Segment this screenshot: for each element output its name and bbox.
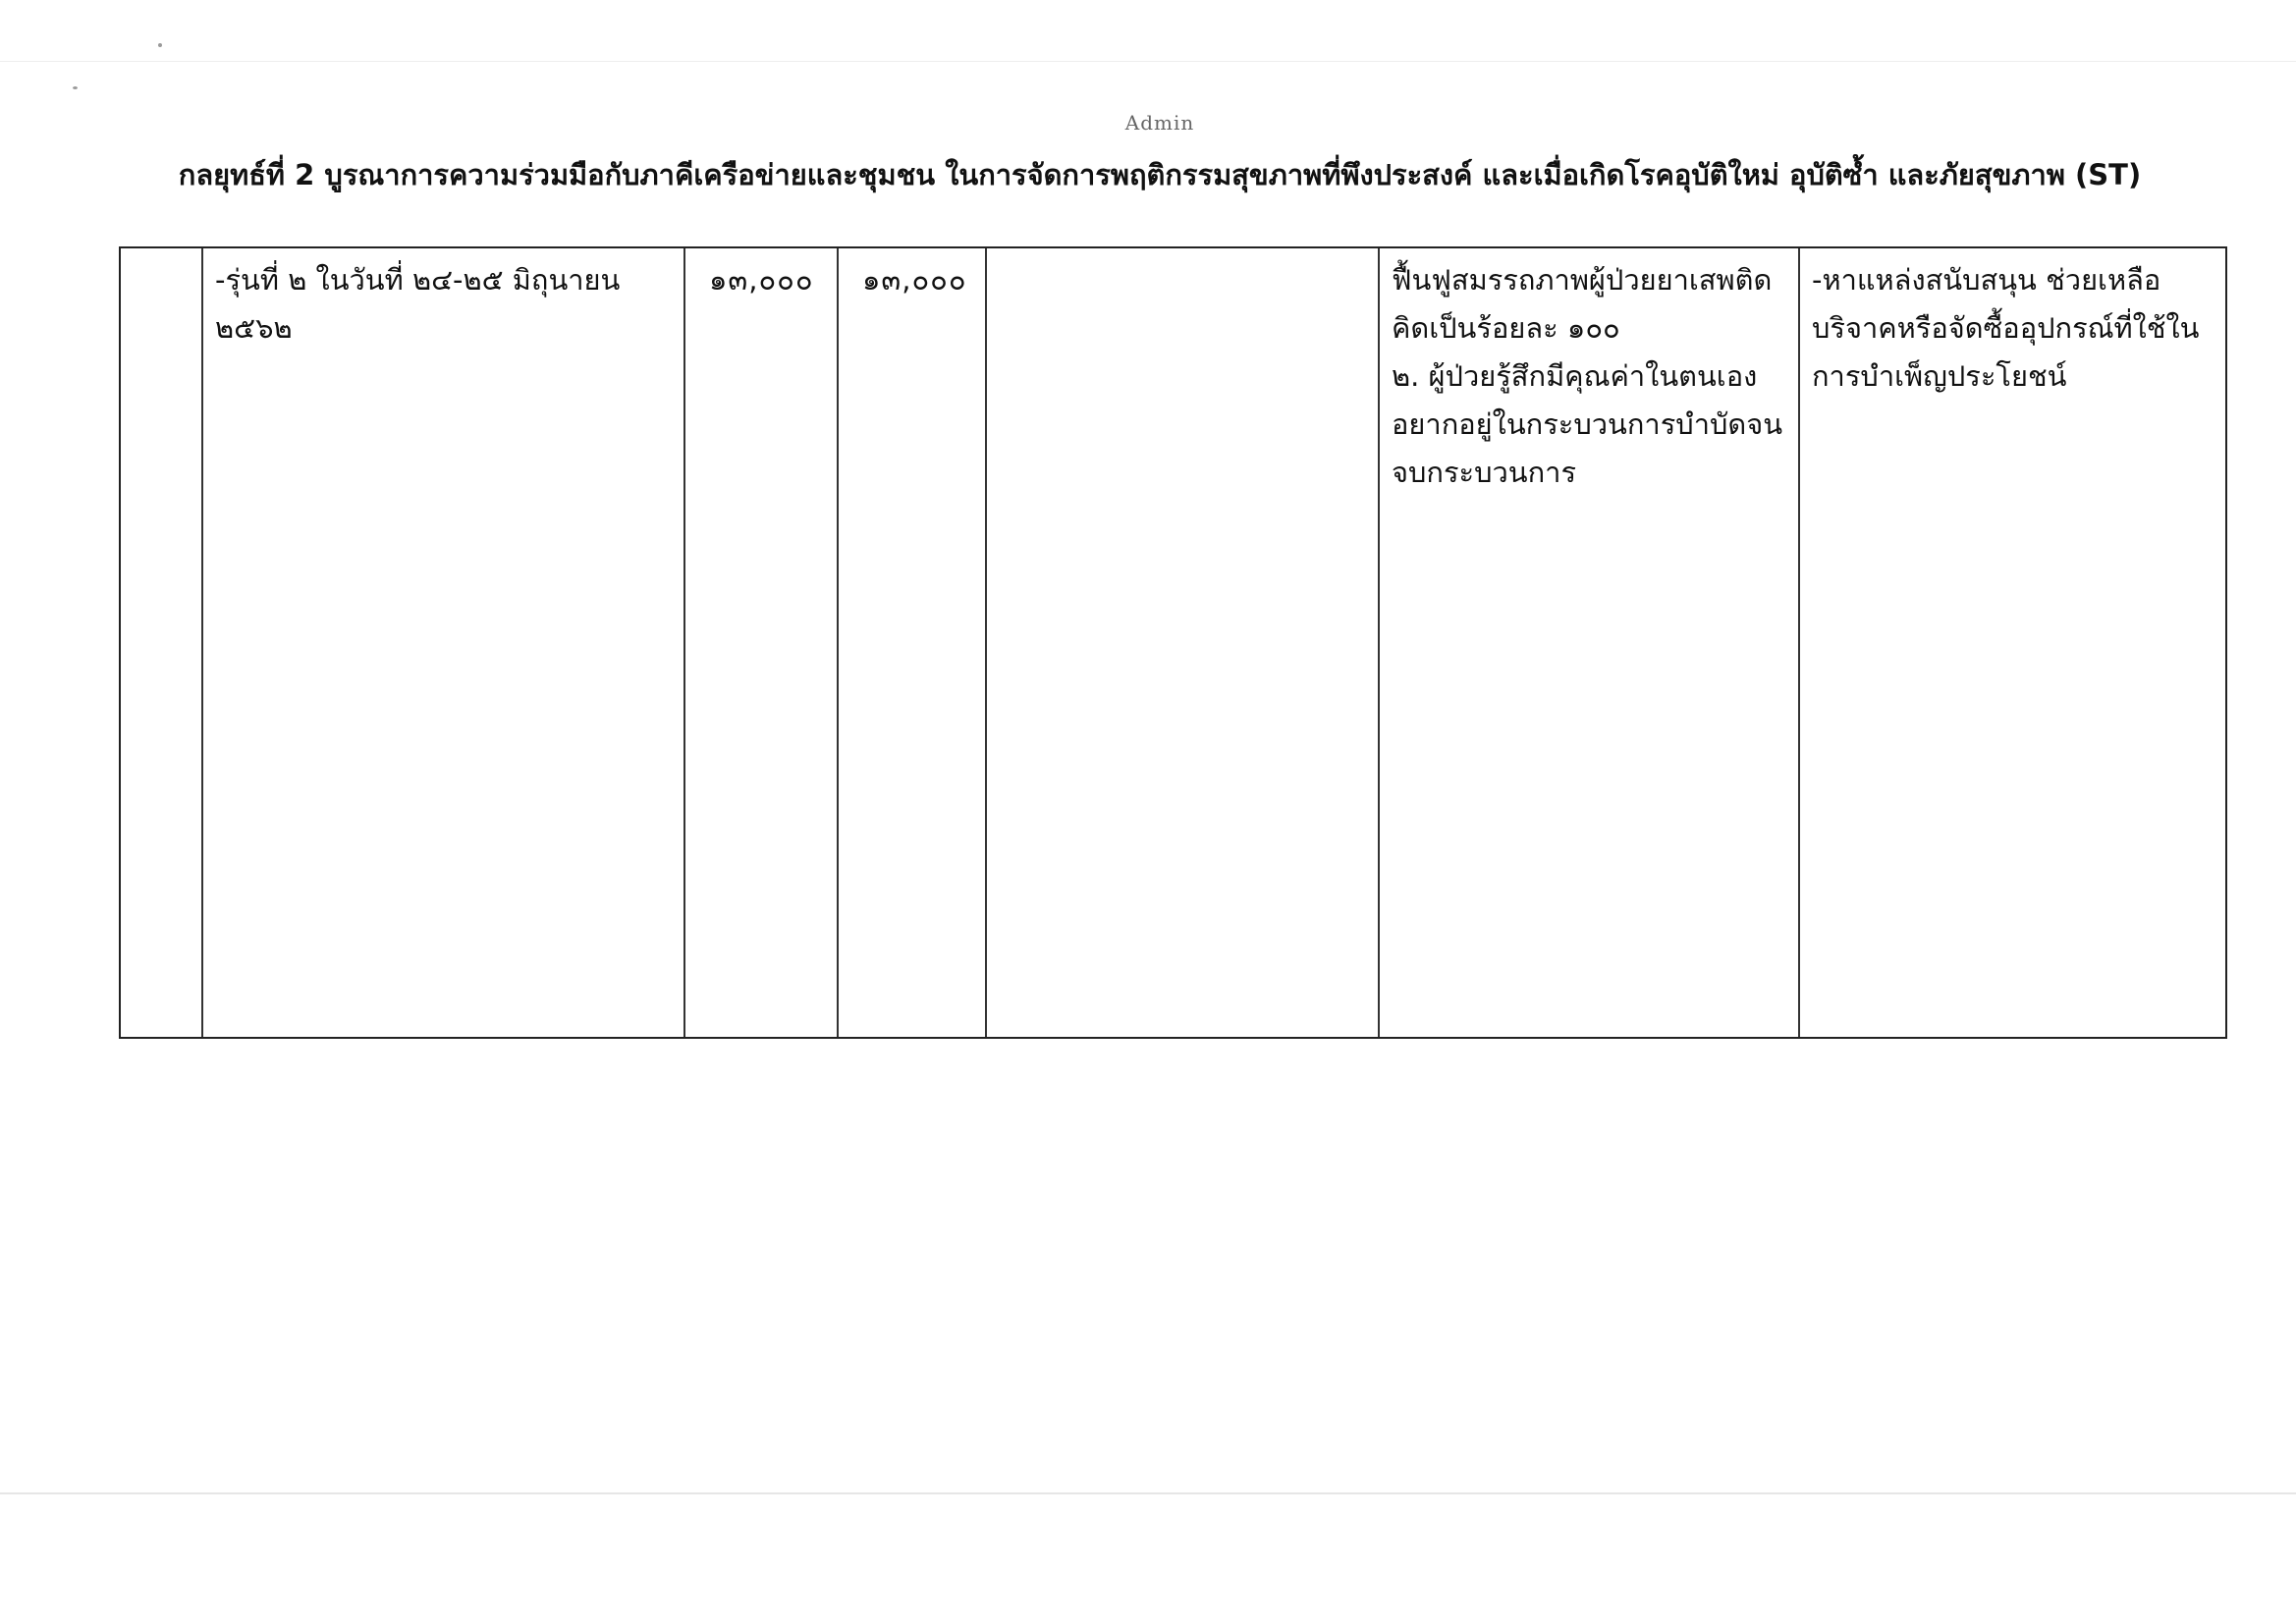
table-cell-remarks: -หาแหล่งสนับสนุน ช่วยเหลือ บริจาคหรือจัดซื้ออุปกรณ์ที่ใช้ใน การบำเพ็ญประโยชน์ [1812,263,2200,393]
watermark-text: Admin [1124,111,1195,135]
table-cell-activity: -รุ่นที่ ๒ ในวันที่ ๒๔-๒๕ มิถุนายน ๒๕๖๒ [215,263,621,345]
plan-table [119,246,2227,1039]
table-cell-blank [987,248,1378,1037]
scan-speck [158,43,162,47]
scan-speck [73,86,78,89]
table-cell-outcome: ฟื้นฟูสมรรถภาพผู้ป่วยยาเสพติด คิดเป็นร้อยละ ๑๐๐ ๒. ผู้ป่วยรู้สึกมีคุณค่าในตนเอง อยากอยู่ในกระบวนการบำบัดจน จบกระบวนการ [1392,263,1783,489]
scan-edge-bottom [0,1492,2296,1494]
table-cell-index [121,248,201,1037]
table-cell-budget-used: ๑๓,๐๐๐ [862,263,967,297]
page-title: กลยุทธ์ที่ 2 บูรณาการความร่วมมือกับภาคีเครือข่ายและชุมชน ในการจัดการพฤติกรรมสุขภาพที่พึงประสงค์ และเมื่อเกิดโรคอุบัติใหม่ อุบัติซ้ำ และภัยสุขภาพ (ST) [178,158,2142,191]
scan-edge-top [0,61,2296,62]
table-cell-budget-requested: ๑๓,๐๐๐ [709,263,814,297]
